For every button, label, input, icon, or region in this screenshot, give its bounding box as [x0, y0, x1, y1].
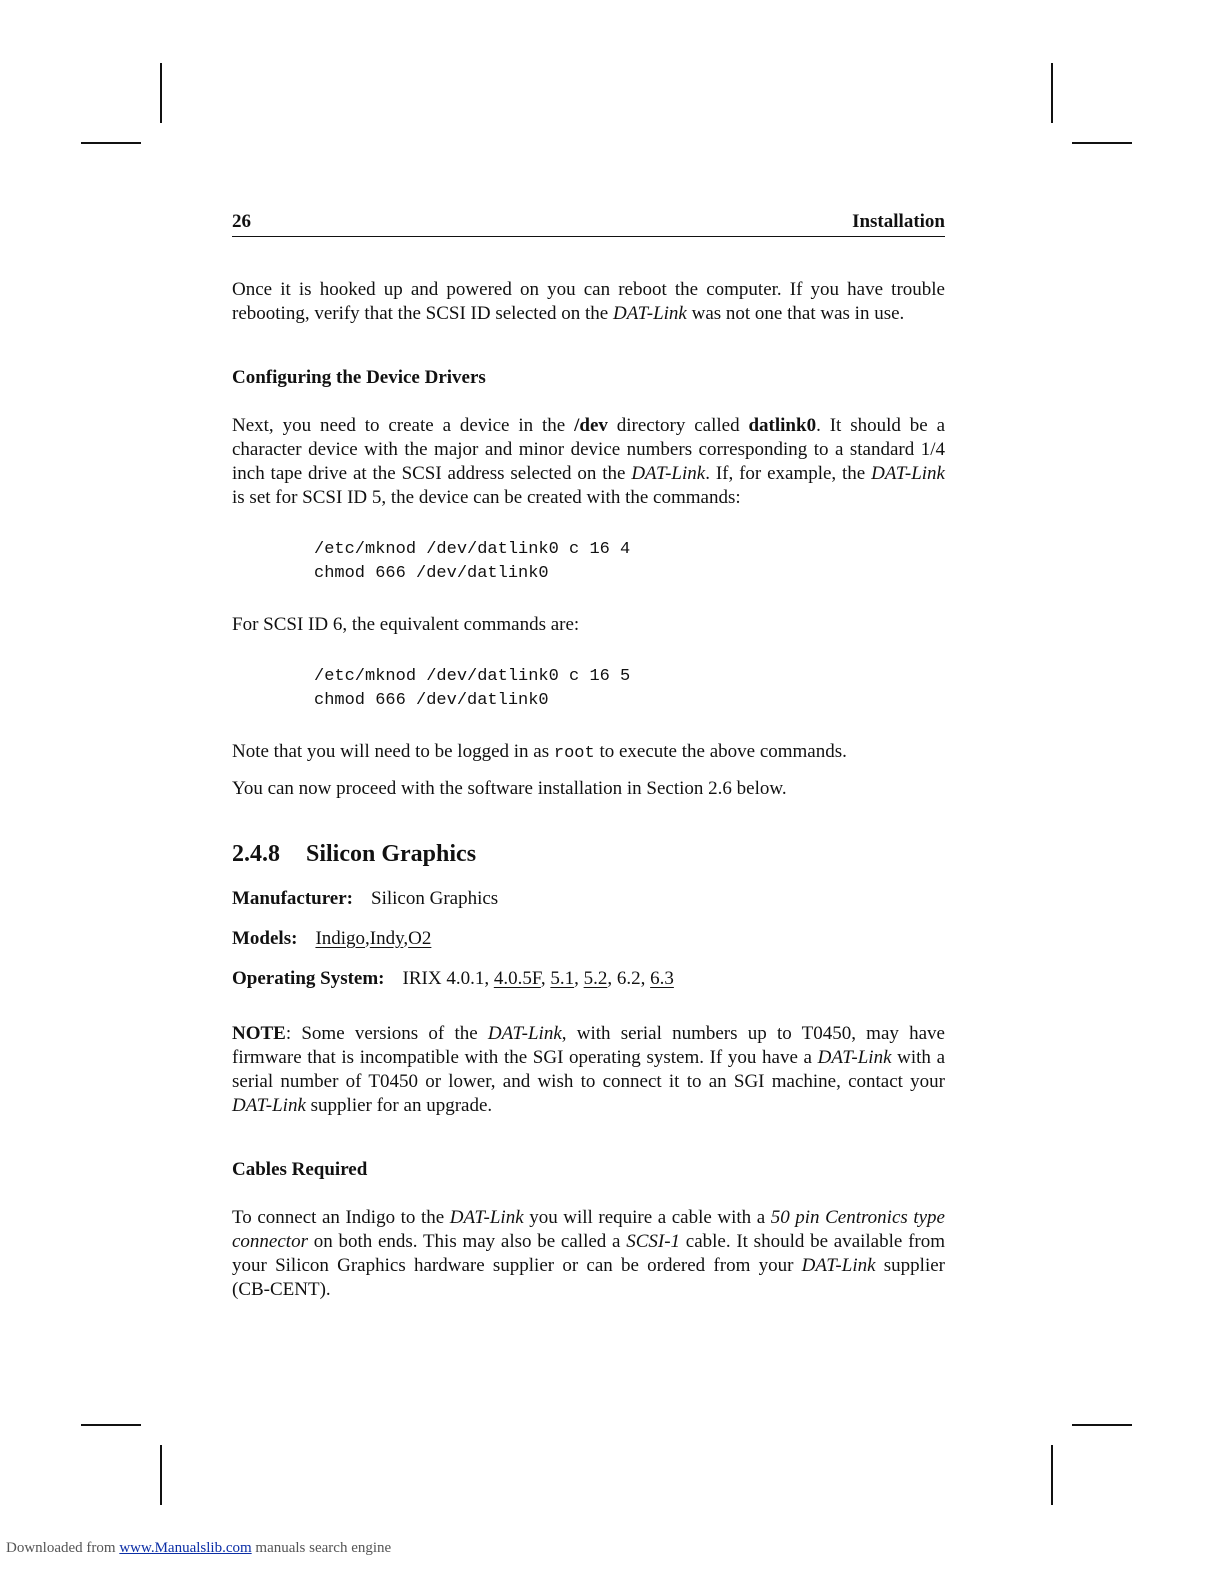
section-title: Silicon Graphics: [306, 841, 477, 867]
manualslib-link[interactable]: www.Manualslib.com: [119, 1540, 252, 1556]
text-run: with a serial number of T0450 or lower, and wish to connect it to an SGI machine, contact your: [232, 1047, 946, 1092]
models-field: [232, 927, 945, 951]
note-paragraph: [232, 1022, 945, 1118]
crop-mark-bottom-right-vertical: [1051, 1445, 1053, 1505]
text-run: Once it is hooked up and powered on you can reboot the computer. If you have trouble rebooting, verify that the SCSI ID selected on the: [232, 279, 945, 324]
crop-mark-bottom-left-horizontal: [81, 1424, 141, 1426]
text-run: supplier for an upgrade.: [305, 1095, 493, 1116]
text-run: to execute the above commands.: [594, 741, 847, 762]
footer-prefix: Downloaded from: [6, 1540, 120, 1556]
model-link-indigo[interactable]: Indigo: [315, 928, 366, 949]
scsi1-term: SCSI-1: [626, 1231, 681, 1252]
text-run: is set for SCSI ID 5, the device can be created with the commands:: [232, 487, 741, 508]
code-block-scsi6: [232, 665, 945, 713]
dev-directory: /dev: [574, 415, 608, 436]
text-run: was not one that was in use.: [686, 303, 905, 324]
manual-page: [232, 210, 945, 1302]
crop-mark-bottom-right-horizontal: [1072, 1424, 1132, 1426]
manufacturer-label: Manufacturer:: [232, 888, 354, 909]
cables-paragraph: [232, 1206, 945, 1302]
crop-mark-top-left-horizontal: [81, 142, 141, 144]
text-run: Note that you will need to be logged in as: [232, 741, 554, 762]
crop-mark-top-right-vertical: [1051, 63, 1053, 123]
page-number: 26: [232, 211, 251, 232]
crop-mark-top-right-horizontal: [1072, 142, 1132, 144]
product-name: DAT-Link: [631, 463, 706, 484]
configuring-paragraph: [232, 414, 945, 510]
subheading-configuring: Configuring the Device Drivers: [232, 367, 486, 388]
proceed-paragraph: You can now proceed with the software installation in Section 2.6 below.: [232, 778, 787, 799]
text-run: IRIX 4.0.1,: [402, 968, 494, 989]
crop-mark-top-left-vertical: [160, 63, 162, 123]
connector-type: 50 pin Centronics type connector: [232, 1207, 945, 1252]
product-name: DAT-Link: [449, 1207, 524, 1228]
text-run: Next, you need to create a device in the: [232, 415, 575, 436]
code-line: chmod 666 /dev/datlink0: [314, 691, 549, 710]
product-name: DAT-Link: [612, 303, 687, 324]
scsi6-paragraph: For SCSI ID 6, the equivalent commands are:: [232, 614, 580, 635]
section-heading: [232, 839, 945, 869]
root-note-paragraph: [232, 740, 945, 766]
product-name: DAT-Link: [487, 1023, 562, 1044]
chapter-title: Installation: [852, 211, 945, 232]
code-line: /etc/mknod /dev/datlink0 c 16 5: [314, 667, 631, 686]
text-run: supplier (CB-CENT).: [232, 1255, 945, 1300]
code-block-scsi5: [232, 538, 945, 586]
models-label: Models:: [232, 928, 298, 949]
text-run: . It should be a character device with the major and minor device numbers corresponding to a standard 1/4 inch tape drive at the SCSI address selected on the: [232, 415, 946, 484]
text-run: : Some versions of the: [285, 1023, 488, 1044]
manufacturer-value: Silicon Graphics: [371, 888, 499, 909]
model-link-o2[interactable]: O2: [408, 928, 432, 949]
note-label: NOTE: [232, 1023, 286, 1044]
product-name: DAT-Link: [801, 1255, 876, 1276]
crop-mark-bottom-left-vertical: [160, 1445, 162, 1505]
models-value: Indigo,Indy,O2: [315, 928, 432, 949]
root-user: root: [553, 744, 595, 763]
os-link-5-1[interactable]: 5.1: [550, 968, 575, 989]
product-name: DAT-Link: [871, 463, 945, 484]
text-run: To connect an Indigo to the: [232, 1207, 450, 1228]
os-link-6-3[interactable]: 6.3: [650, 968, 674, 989]
code-line: chmod 666 /dev/datlink0: [314, 564, 549, 583]
section-number: 2.4.8: [232, 841, 280, 867]
text-run: you will require a cable with a: [523, 1207, 771, 1228]
code-line: /etc/mknod /dev/datlink0 c 16 4: [314, 540, 631, 559]
model-link-indy[interactable]: Indy: [369, 928, 404, 949]
os-field: [232, 967, 945, 991]
device-name: datlink0: [748, 415, 817, 436]
footer-suffix: manuals search engine: [251, 1540, 392, 1556]
text-run: . If, for example, the: [705, 463, 872, 484]
os-version-6-2: 6.2: [616, 968, 641, 989]
os-link-5-2[interactable]: 5.2: [583, 968, 608, 989]
text-run: , with serial numbers up to T0450, may have firmware that is incompatible with the SGI operating system. If you have a: [232, 1023, 945, 1068]
text-run: directory called: [607, 415, 749, 436]
product-name: DAT-Link: [232, 1095, 306, 1116]
text-run: on both ends. This may also be called a: [307, 1231, 627, 1252]
subheading-cables: Cables Required: [232, 1159, 368, 1180]
text-run: cable. It should be available from your Silicon Graphics hardware supplier or can be ordered from your: [232, 1231, 945, 1276]
os-value: IRIX 4.0.1, 4.0.5F, 5.1, 5.2, 6.2, 6.3: [402, 968, 674, 989]
os-label: Operating System:: [232, 968, 385, 989]
running-header: [232, 210, 945, 237]
download-footer: [6, 1540, 391, 1557]
intro-paragraph: [232, 278, 945, 326]
os-link-4-0-5f[interactable]: 4.0.5F: [493, 968, 541, 989]
product-name: DAT-Link: [817, 1047, 892, 1068]
manufacturer-field: [232, 887, 945, 911]
